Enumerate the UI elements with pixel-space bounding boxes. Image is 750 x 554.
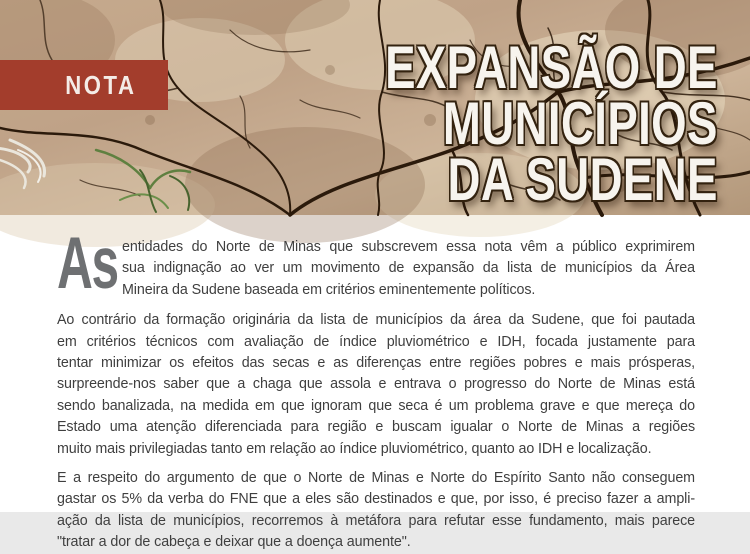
nota-badge-label: NOTA (65, 69, 137, 100)
text-line: ação da lista de municípios, recorremos à metáfora para refutar esse fundamento, mais parece (57, 512, 695, 529)
text-line: "tratar a dor de cabeça e deixar que a doença aumente". (57, 534, 411, 551)
text-line: muito mais privilegiadas tanto em relação ao índice pluviométrico, quanto ao IDH e localização. (57, 440, 652, 457)
text-line: sendo banalizada, na medida em que ignoram que seca é um problema grave e que mereça do (57, 397, 695, 414)
dropcap: As (57, 223, 118, 304)
headline-line-2: MUNICÍPIOS (443, 90, 718, 157)
text-line: gastar os 5% da verba do FNE que a eles são destinados e que, por isso, é preciso fazer a ampli- (57, 491, 695, 508)
text-line: Ao contrário da formação originária da lista de municípios da área da Sudene, que foi pautada (57, 312, 695, 329)
text-line: entidades do Norte de Minas que subscrevem essa nota vêm a público exprimirem (122, 239, 695, 255)
text-line: E a respeito do argumento de que o Norte de Minas e Norte do Espírito Santo não conseguem (57, 470, 695, 487)
headline-line-3: DA SUDENE (447, 146, 718, 213)
text-line: Mineira da Sudene baseada em critérios eminentemente políticos. (122, 281, 536, 298)
text-line: em critérios técnicos com avaliação de índice pluviométrico e IDH, focada justamente para (57, 333, 695, 350)
article-body (0, 215, 750, 554)
text-line: surpreende-nos saber que a chaga que assola e entrava o progresso do Norte de Minas está (57, 376, 695, 393)
dropcap-container (57, 223, 122, 304)
text-line: sua indignação ao ver um movimento de expansão da lista de municípios da Área (122, 260, 695, 277)
text-line: tentar minimizar os efeitos das secas e as diferenças entre regiões pobres e mais prósperas, (57, 355, 695, 372)
paragraph-1 (57, 223, 695, 304)
paragraph-3 (57, 468, 695, 554)
nota-badge (0, 60, 168, 110)
headline-line-1: EXPANSÃO DE (385, 34, 718, 101)
paragraph-1-lines (122, 237, 695, 301)
hero-section (0, 0, 750, 215)
headline (280, 34, 718, 213)
text-line: Estado uma atenção diferenciada para região e buscam igualar o Norte de Minas a regiões (57, 419, 695, 436)
paragraph-2 (57, 310, 695, 460)
